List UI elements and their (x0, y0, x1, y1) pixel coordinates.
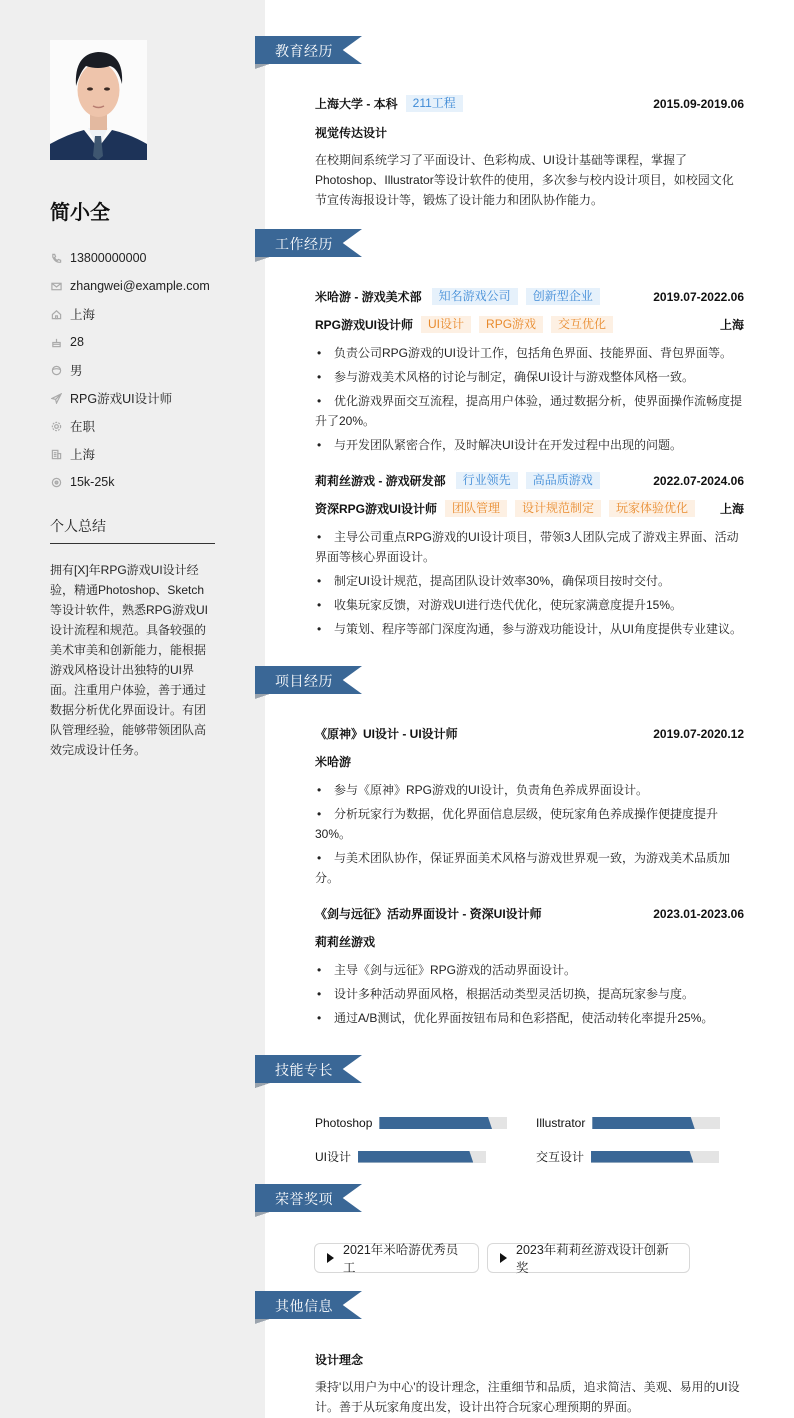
role-tag: UI设计 (421, 316, 471, 333)
play-triangle-icon (500, 1253, 507, 1263)
section-header-education (255, 36, 362, 64)
project-title: 《原神》UI设计 - UI设计师 (315, 727, 458, 741)
info-salary (50, 468, 210, 496)
role-title: RPG游戏UI设计师 (315, 318, 414, 332)
project-period: 2019.07-2020.12 (653, 726, 744, 741)
work-period: 2019.07-2022.06 (653, 289, 744, 304)
project-company: 米哈游 (315, 755, 352, 769)
job-target-text: RPG游戏UI设计师 (70, 392, 173, 406)
section-title: 技能专长 (275, 1062, 333, 1078)
skill-bar-fill (379, 1117, 492, 1129)
project-title: 《剑与远征》活动界面设计 - 资深UI设计师 (315, 907, 542, 921)
gender-icon (50, 364, 62, 376)
skill-photoshop (315, 1116, 507, 1130)
work-location: 上海 (719, 318, 744, 332)
section-title: 工作经历 (275, 236, 333, 252)
bullet-item: • 设计多种活动界面风格，根据活动类型灵活切换，提高玩家参与度。 (315, 984, 745, 1004)
skill-bar (379, 1117, 507, 1129)
info-email (50, 272, 210, 300)
company-tag: 创新型企业 (526, 288, 600, 305)
info-work-city (50, 440, 210, 468)
project-2-header (315, 905, 744, 922)
award-item (314, 1243, 479, 1273)
skill-bar (358, 1151, 486, 1163)
bullet-item: • 负责公司RPG游戏的UI设计工作，包括角色界面、技能界面、背包界面等。 (315, 343, 745, 363)
status-text: 在职 (70, 420, 96, 434)
work-city-text: 上海 (70, 448, 96, 462)
candidate-name: 简小全 (50, 202, 110, 224)
education-header (315, 95, 744, 112)
design-philosophy-text: 秉持'以用户为中心'的设计理念，注重细节和品质，追求简洁、美观、易用的UI设计。善于从玩家角度出发，设计出符合玩家心理预期的界面。 (315, 1380, 740, 1414)
major: 视觉传达设计 (315, 126, 388, 140)
summary-text: 拥有[X]年RPG游戏UI设计经验，精通Photoshop、Sketch等设计软件，熟悉RPG游戏UI设计流程和规范。具备较强的美术审美和创新能力，能根据游戏风格设计出独特的UI界面。注重用户体验，善于通过数据分析优化界面设计。有团队管理经验，能够带领团队高效完成设计任务。 (50, 563, 209, 757)
home-icon (50, 308, 62, 320)
info-job-target (50, 384, 210, 412)
bullet-item: • 优化游戏界面交互流程，提高用户体验，通过数据分析，使界面操作流畅度提升了20%。 (315, 391, 745, 431)
info-status (50, 412, 210, 440)
section-title: 荣誉奖项 (275, 1191, 333, 1207)
gear-icon (50, 420, 62, 432)
phone-text: 13800000000 (70, 251, 147, 265)
city-text: 上海 (70, 308, 96, 322)
section-header-other (255, 1291, 362, 1319)
info-phone (50, 244, 210, 272)
work-location: 上海 (719, 502, 744, 516)
role-tag: RPG游戏 (479, 316, 543, 333)
summary-title: 个人总结 (50, 518, 106, 534)
section-title: 其他信息 (275, 1298, 333, 1314)
skill-ui-design (315, 1148, 486, 1165)
section-title: 教育经历 (275, 43, 333, 59)
project-2-bullets (315, 960, 745, 1032)
company-name: 米哈游 - 游戏美术部 (315, 290, 422, 304)
project-company: 莉莉丝游戏 (315, 935, 376, 949)
skill-name: UI设计 (315, 1150, 352, 1164)
sidebar (0, 0, 265, 1418)
project-2-company-row (315, 933, 744, 950)
work-1-bullets (315, 343, 745, 459)
project-1-bullets (315, 780, 745, 892)
bullet-item: • 收集玩家反馈，对游戏UI进行迭代优化，使玩家满意度提升15%。 (315, 595, 745, 615)
bullet-item: • 主导《剑与远征》RPG游戏的活动界面设计。 (315, 960, 745, 980)
skill-bar-fill (592, 1117, 694, 1129)
email-text: zhangwei@example.com (70, 279, 210, 293)
education-period: 2015.09-2019.06 (653, 96, 744, 111)
skill-bar-fill (591, 1151, 693, 1163)
gender-text: 男 (70, 364, 83, 378)
award-text: 2021年米哈游优秀员工 (343, 1243, 459, 1275)
company-tag: 知名游戏公司 (432, 288, 518, 305)
role-tag: 交互优化 (551, 316, 613, 333)
play-triangle-icon (327, 1253, 334, 1263)
company-tag: 行业领先 (456, 472, 518, 489)
project-period: 2023.01-2023.06 (653, 906, 744, 921)
section-header-work (255, 229, 362, 257)
work-1-header (315, 288, 744, 305)
skill-illustrator (536, 1116, 720, 1130)
skill-name: Illustrator (536, 1116, 586, 1130)
bullet-item: • 参与游戏美术风格的讨论与制定，确保UI设计与游戏整体风格一致。 (315, 367, 745, 387)
section-header-projects (255, 666, 362, 694)
salary-icon (50, 476, 62, 488)
skill-bar (591, 1151, 719, 1163)
design-philosophy-title: 设计理念 (315, 1353, 364, 1367)
role-tag: 玩家体验优化 (609, 500, 695, 517)
role-tag: 团队管理 (445, 500, 507, 517)
bullet-item: • 与美术团队协作，保证界面美术风格与游戏世界观一致，为游戏美术品质加分。 (315, 848, 745, 888)
role-tag: 设计规范制定 (515, 500, 601, 517)
building-icon (50, 448, 62, 460)
role-title: 资深RPG游戏UI设计师 (315, 502, 438, 516)
work-period: 2022.07-2024.06 (653, 473, 744, 488)
skill-interaction-design (536, 1148, 719, 1165)
contact-info-list (50, 244, 210, 496)
school-name: 上海大学 - 本科 (315, 97, 398, 111)
profile-photo (50, 40, 147, 160)
skill-bar (592, 1117, 720, 1129)
skill-name: Photoshop (315, 1116, 373, 1130)
school-tag: 211工程 (406, 95, 463, 112)
section-header-awards (255, 1184, 362, 1212)
phone-icon (50, 252, 62, 264)
skill-bar-fill (358, 1151, 473, 1163)
summary-divider (50, 543, 215, 544)
education-major-row (315, 124, 744, 141)
bullet-item: • 分析玩家行为数据，优化界面信息层级，使玩家角色养成操作便捷度提升30%。 (315, 804, 745, 844)
award-text: 2023年莉莉丝游戏设计创新奖 (516, 1243, 669, 1275)
section-header-skills (255, 1055, 362, 1083)
skill-name: 交互设计 (536, 1150, 585, 1164)
bullet-item: • 与开发团队紧密合作，及时解决UI设计在开发过程中出现的问题。 (315, 435, 745, 455)
project-1-company-row (315, 753, 744, 770)
bullet-item: • 制定UI设计规范，提高团队设计效率30%，确保项目按时交付。 (315, 571, 745, 591)
bullet-item: • 通过A/B测试，优化界面按钮布局和色彩搭配，使活动转化率提升25%。 (315, 1008, 745, 1028)
age-text: 28 (70, 335, 84, 349)
company-name: 莉莉丝游戏 - 游戏研发部 (315, 474, 446, 488)
work-1-role-row (315, 316, 744, 333)
education-description: 在校期间系统学习了平面设计、色彩构成、UI设计基础等课程，掌握了Photoshop、Illustrator等设计软件的使用，多次参与校内设计项目，如校园文化节宣传海报设计等，锻炼了设计能力和团队协作能力。 (315, 153, 734, 207)
work-2-header (315, 472, 744, 489)
award-item (487, 1243, 690, 1273)
bullet-item: • 主导公司重点RPG游戏的UI设计项目，带领3人团队完成了游戏主界面、活动界面等核心界面设计。 (315, 527, 745, 567)
cake-icon (50, 336, 62, 348)
info-gender (50, 356, 210, 384)
work-2-bullets (315, 527, 745, 643)
mail-icon (50, 280, 62, 292)
section-title: 项目经历 (275, 673, 333, 689)
info-city (50, 300, 210, 328)
salary-text: 15k-25k (70, 475, 115, 489)
info-age (50, 328, 210, 356)
work-2-role-row (315, 500, 744, 517)
project-1-header (315, 725, 744, 742)
send-icon (50, 392, 62, 404)
bullet-item: • 与策划、程序等部门深度沟通，参与游戏功能设计，从UI角度提供专业建议。 (315, 619, 745, 639)
bullet-item: • 参与《原神》RPG游戏的UI设计，负责角色养成界面设计。 (315, 780, 745, 800)
company-tag: 高品质游戏 (526, 472, 600, 489)
other-title-row (315, 1351, 744, 1368)
